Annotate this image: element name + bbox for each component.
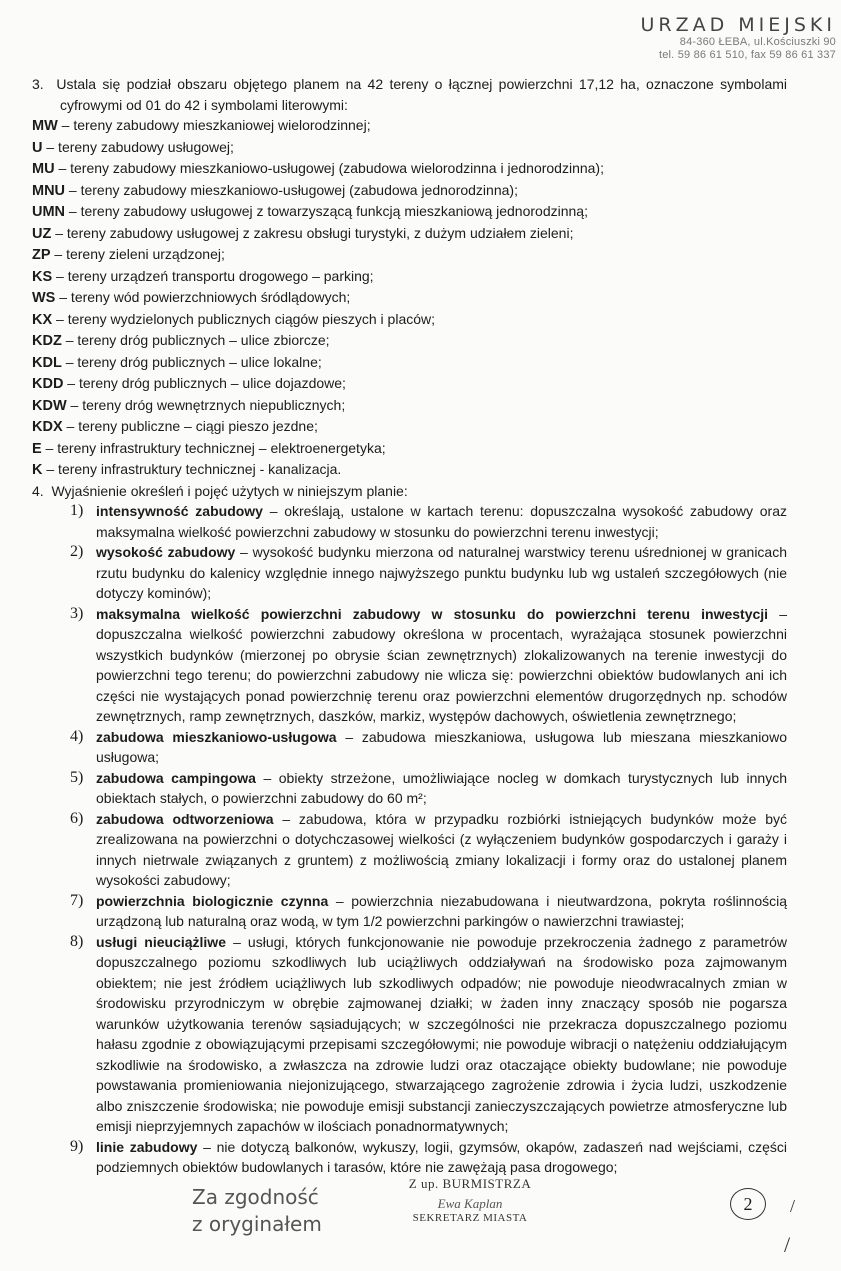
definition-number: 9)	[70, 1137, 84, 1155]
symbol-code: KS	[32, 268, 53, 285]
definition-desc: – dopuszczalna wielkość powierzchni zabudowy określona w procentach, wyrażająca stosunek powierzchni wszystkich budynków (mierzonej po obrysie ścian zewnętrznych) zlokalizowanych na terenie inwestycji do powierzchni tego terenu; do powierzchni zabudowy nie wlicza się: powierzchni obiektów budowlanych ani ich części nie wystających ponad powierzchnię terenu oraz powierzchni elementów drugorzędnych np. schodów zewnętrznych, ramp zewnętrznych, daszków, markiz, występów dachowych, oświetlenia zewnętrznego;	[96, 605, 787, 724]
definition-term: zabudowa odtworzeniowa	[96, 810, 274, 827]
symbol-item	[32, 201, 787, 223]
definition-number: 7)	[70, 891, 84, 909]
definition-desc: – wysokość budynku mierzona od naturalnej warstwicy terenu uśrednionej w granicach rzutu budynku do kalenicy względnie innego najwyższego punktu budynku lub wg ustaleń szczegółowych (nie dotyczy kominów);	[96, 544, 787, 601]
definition-item	[70, 891, 787, 932]
definition-item	[70, 809, 787, 891]
symbol-code: KDX	[32, 419, 63, 435]
signature-authority: Z up. BURMISTRZA	[408, 1176, 532, 1191]
symbol-code: MNU	[32, 182, 66, 199]
definition-desc: – określają, ustalone w kartach terenu: dopuszczalna wysokość zabudowy oraz maksymalna wielkość powierzchni zabudowy w stosunku do powierzchni terenu inwestycji;	[96, 503, 787, 540]
definition-number: 1)	[70, 502, 84, 519]
definition-number: 5)	[70, 768, 84, 786]
symbol-desc: – tereny zabudowy mieszkaniowo-usługowej (zabudowa wielorodzinna i jednorodzinna);	[54, 160, 604, 176]
definition-item	[70, 932, 787, 1137]
symbol-item	[32, 330, 787, 352]
symbol-item	[32, 373, 787, 395]
margin-mark: /	[784, 1232, 791, 1257]
symbol-desc: – tereny zabudowy usługowej;	[42, 138, 234, 155]
definition-desc: – powierzchnia niezabudowana i nieutwardzona, pokryta roślinnością urządzoną lub naturalną oraz wodą, w tym 1/2 powierzchni parkingów o nawierzchni trawiastej;	[96, 892, 787, 929]
definition-term: linie zabudowy	[96, 1138, 198, 1155]
symbol-code: WS	[32, 290, 56, 306]
definition-desc: – nie dotyczą balkonów, wykuszy, logii, gzymsów, okapów, zadaszeń nad wejściami, części podziemnych obiektów budowlanych i tarasów, które nie zawężają pasa drogowego;	[96, 1138, 787, 1175]
definition-desc: – usługi, których funkcjonowanie nie powoduje przekroczenia żadnego z parametrów dopuszczalnego poziomu szkodliwych lub uciążliwych oddziaływań na środowisko poza zajmowanym obiektem; nie jest źródłem uciążliwych lub szkodliwych odpadów; nie powoduje nieodwracalnych zmian w środowisku przyrodniczym w obrębie zajmowanej działki; w żaden inny znaczący sposób nie pogarsza warunków użytkowania terenów sąsiadujących; w szczególności nie przekracza dopuszczalnego poziomu hałasu zgodnie z obowiązującymi przepisami szczegółowymi; nie powoduje wibracji o natężeniu oddziałującym szkodliwie na środowisko, a zwłaszcza na zdrowie ludzi oraz otaczające obiekty budowlane; nie powoduje powstawania promieniowania niejonizującego, stwarzającego zagrożenie zdrowia i życia ludzi, uszkodzenie albo zniszczenie środowiska; nie powoduje emisji substancji zanieczyszczających powietrze atmosferyczne lub emisji nieprzyjemnych zapachów w ilościach ponadnormatywnych;	[96, 933, 787, 1134]
symbol-list	[32, 115, 787, 481]
symbol-item	[32, 266, 787, 288]
symbol-code: KX	[32, 311, 53, 328]
definition-item	[70, 542, 787, 604]
symbol-code: E	[32, 440, 42, 457]
symbol-code: ZP	[32, 247, 51, 263]
symbol-desc: – tereny dróg publicznych – ulice lokalne;	[61, 353, 322, 370]
definition-number: 6)	[70, 809, 84, 827]
definitions-list	[32, 501, 787, 1178]
symbol-code: UZ	[32, 225, 52, 242]
symbol-code: K	[32, 462, 43, 478]
symbol-item	[32, 158, 787, 180]
margin-mark: /	[790, 1196, 796, 1216]
symbol-code: MU	[32, 161, 55, 177]
definition-item	[70, 501, 787, 542]
section-text: Ustala się podział obszaru objętego planem na 42 tereny o łącznej powierzchni 17,12 ha, oznaczone symbolami cyfrowymi od 01 do 42 i symbolami literowymi:	[56, 76, 787, 113]
definition-term: zabudowa campingowa	[96, 769, 256, 786]
definition-term: zabudowa mieszkaniowo-usługowa	[96, 728, 337, 745]
signature-role: SEKRETARZ MIASTA	[412, 1212, 528, 1224]
symbol-desc: – tereny wód powierzchniowych śródlądowych;	[55, 289, 351, 305]
symbol-desc: – tereny urządzeń transportu drogowego – parking;	[52, 267, 374, 284]
symbol-desc: – tereny zieleni urządzonej;	[50, 246, 225, 262]
signature-name: Ewa Kaplan	[437, 1196, 503, 1211]
symbol-code: MW	[32, 118, 58, 134]
symbol-item	[32, 180, 787, 202]
symbol-item	[32, 438, 787, 460]
symbol-desc: – tereny dróg wewnętrznych niepublicznych;	[66, 396, 346, 413]
symbol-code: KDL	[32, 354, 62, 371]
signature-stamp	[380, 1176, 560, 1224]
definition-item	[70, 768, 787, 809]
symbol-desc: – tereny zabudowy usługowej z towarzyszącą funkcją mieszkaniową jednorodzinną;	[65, 203, 588, 219]
conformity-line-1: Za zgodność	[192, 1185, 319, 1209]
definition-desc: – zabudowa mieszkaniowa, usługowa lub mieszana mieszkaniowo usługowa;	[96, 728, 787, 765]
symbol-item	[32, 287, 787, 309]
conformity-stamp	[192, 1184, 322, 1238]
definition-term: usługi nieuciążliwe	[96, 933, 226, 950]
document-body	[32, 74, 787, 1178]
definition-desc: – obiekty strzeżone, umożliwiające nocleg w domkach turystycznych lub innych obiektach stałych, o powierzchni zabudowy do 60 m²;	[96, 769, 787, 806]
symbol-code: UMN	[32, 204, 66, 220]
symbol-item	[32, 352, 787, 374]
stamp-address: 84-360 ŁEBA, ul.Kościuszki 90	[679, 36, 836, 48]
definition-term: intensywność zabudowy	[96, 503, 263, 519]
stamp-title: URZAD MIEJSKI	[640, 14, 836, 36]
symbol-item	[32, 459, 787, 481]
section-4-intro	[32, 481, 787, 502]
definition-number: 4)	[70, 727, 84, 745]
page-number: 2	[730, 1188, 766, 1220]
symbol-desc: – tereny publiczne – ciągi pieszo jezdne;	[62, 418, 318, 434]
section-number: 3.	[32, 76, 44, 92]
symbol-item	[32, 416, 787, 438]
conformity-line-2: z oryginałem	[192, 1212, 322, 1236]
definition-item	[70, 727, 787, 768]
symbol-item	[32, 115, 787, 137]
symbol-code: KDW	[32, 397, 67, 414]
symbol-desc: – tereny dróg publicznych – ulice dojazdowe;	[63, 375, 346, 391]
definition-term: maksymalna wielkość powierzchni zabudowy w stosunku do powierzchni terenu inwestycji	[96, 605, 769, 622]
symbol-desc: – tereny infrastruktury technicznej - kanalizacja.	[42, 461, 342, 477]
symbol-item	[32, 223, 787, 245]
definition-number: 3)	[70, 604, 84, 622]
symbol-item	[32, 309, 787, 331]
symbol-item	[32, 137, 787, 159]
definition-term: powierzchnia biologicznie czynna	[96, 892, 329, 909]
symbol-item	[32, 244, 787, 266]
definition-desc: – zabudowa, która w przypadku rozbiórki istniejących budynków może być zrealizowana na powierzchni o dotychczasowej wielkości (z wyłączeniem budynków gospodarczych i garaży i innych nietrwale związanych z gruntem) z możliwością zmiany lokalizacji i formy oraz do ustalonej planem wysokości zabudowy;	[96, 810, 787, 888]
symbol-code: KDD	[32, 376, 64, 392]
definition-item	[70, 1137, 787, 1178]
symbol-desc: – tereny wydzielonych publicznych ciągów pieszych i placów;	[52, 310, 436, 327]
symbol-desc: – tereny zabudowy mieszkaniowej wielorodzinnej;	[57, 117, 371, 133]
office-stamp	[614, 14, 836, 62]
symbol-code: KDZ	[32, 333, 62, 349]
symbol-desc: – tereny dróg publicznych – ulice zbiorcze;	[61, 332, 330, 348]
stamp-phone: tel. 59 86 61 510, fax 59 86 61 337	[658, 49, 836, 61]
definition-number: 8)	[70, 932, 84, 950]
definition-number: 2)	[70, 543, 84, 560]
section-text: Wyjaśnienie określeń i pojęć użytych w niniejszym planie:	[51, 482, 408, 499]
section-number: 4.	[32, 482, 44, 499]
symbol-desc: – tereny zabudowy usługowej z zakresu obsługi turystyki, z dużym udziałem zieleni;	[51, 224, 574, 241]
section-3-intro	[32, 74, 787, 115]
symbol-item	[32, 395, 787, 417]
symbol-desc: – tereny zabudowy mieszkaniowo-usługowej (zabudowa jednorodzinna);	[65, 181, 518, 198]
definition-item	[70, 604, 787, 727]
symbol-code: U	[32, 139, 43, 156]
symbol-desc: – tereny infrastruktury technicznej – elektroenergetyka;	[41, 439, 386, 456]
definition-term: wysokość zabudowy	[96, 544, 236, 560]
